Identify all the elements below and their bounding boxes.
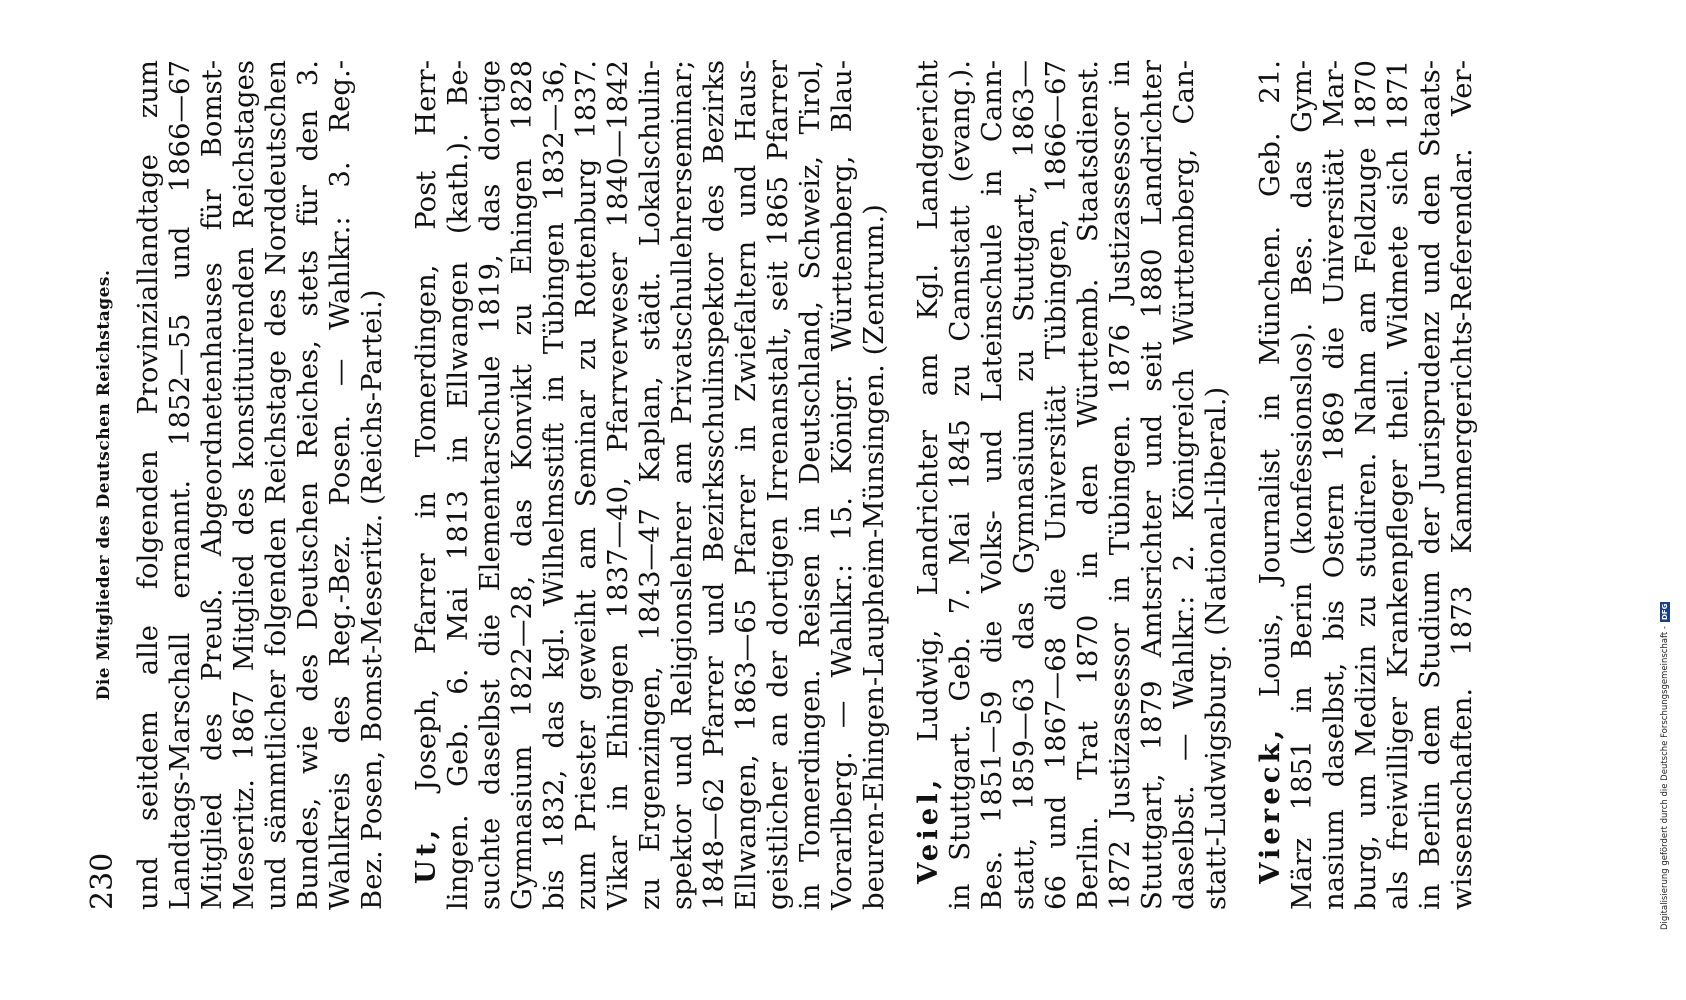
line-text: Meseritz. 1867 Mitglied des konstituirenden Reichstages bbox=[228, 60, 260, 910]
line-text: spektor und Religionslehrer am Privatschullehrerseminar; bbox=[666, 60, 698, 910]
running-title: Die Mitglieder des Deutschen Reichstages. bbox=[94, 269, 114, 701]
text-line bbox=[1200, 60, 1232, 910]
line-text: 1872 Justizassessor in Tübingen. 1876 Justizassessor in bbox=[1104, 60, 1136, 910]
line-text: Vikar in Ehingen 1837—40, Pfarrverweser 1840—1842 bbox=[602, 60, 634, 910]
line-text: statt, 1859—63 das Gymnasium zu Stuttgart, 1863— bbox=[1008, 60, 1040, 910]
line-text: und seitdem alle folgenden Provinziallandtage zum bbox=[132, 60, 164, 910]
text-line bbox=[1446, 60, 1478, 910]
line-text: zu Ergenzingen, 1843—47 Kaplan, städt. Lokalschulin- bbox=[634, 60, 666, 910]
line-text: suchte daselbst die Elementarschule 1819, das dortige bbox=[474, 60, 506, 910]
line-text: statt-Ludwigsburg. (National-liberal.) bbox=[1200, 386, 1232, 910]
text-line bbox=[1008, 60, 1040, 910]
line-text: Berlin. Trat 1870 in den Württemb. Staatsdienst. bbox=[1072, 60, 1104, 910]
line-text: Stuttgart, 1879 Amtsrichter und seit 1880 Landrichter bbox=[1136, 60, 1168, 910]
text-line bbox=[570, 60, 602, 910]
line-text: nasium daselbst, bis Ostern 1869 die Universität Mar- bbox=[1318, 60, 1350, 910]
line-text: Joseph, Pfarrer in Tomerdingen, Post Herr- bbox=[410, 60, 442, 791]
line-text: wissenschaften. 1873 Kammergerichts-Referendar. Ver- bbox=[1446, 60, 1478, 910]
text-line bbox=[1104, 60, 1136, 910]
biography-entry bbox=[1254, 60, 1478, 910]
line-text: 1848—62 Pfarrer und Bezirksschulinspektor des Bezirks bbox=[698, 60, 730, 910]
line-text: in Stuttgart. Geb. 7. Mai 1845 zu Cannstatt (evang.). bbox=[944, 60, 976, 910]
line-text: in Berlin dem Studium der Jurisprudenz und den Staats- bbox=[1414, 60, 1446, 910]
line-text: Bundes, wie des Deutschen Reiches, stets für den 3. bbox=[292, 60, 324, 910]
line-text: in Tomerdingen. Reisen in Deutschland, Schweiz, Tirol, bbox=[794, 60, 826, 910]
line-text: Louis, Journalist in München. Geb. 21. bbox=[1254, 60, 1286, 698]
line-text: als freiwilliger Krankenpfleger theil. Widmete sich 1871 bbox=[1382, 60, 1414, 910]
text-line bbox=[1072, 60, 1104, 910]
line-text: Wahlkreis des Reg.-Bez. Posen. — Wahlkr.: 3. Reg.- bbox=[324, 60, 356, 910]
text-line bbox=[1136, 60, 1168, 910]
line-text: Mitglied des Preuß. Abgeordnetenhauses für Bomst- bbox=[196, 60, 228, 910]
text-line bbox=[538, 60, 570, 910]
line-text: geistlicher an der dortigen Irrenanstalt, seit 1865 Pfarrer bbox=[762, 60, 794, 910]
dfg-logo: DFG bbox=[1661, 603, 1669, 621]
member-name: Veiel, bbox=[912, 775, 944, 884]
line-text: Landtags-Marschall ernannt. 1852—55 und 1866—67 bbox=[164, 60, 196, 910]
line-text: beuren-Ehingen-Laupheim-Münsingen. (Zentrum.) bbox=[858, 204, 890, 910]
text-line bbox=[1414, 60, 1446, 910]
text-line bbox=[976, 60, 1008, 910]
line-text: 66 und 1867—68 die Universität Tübingen, 1866—67 bbox=[1040, 60, 1072, 910]
page-number: 230 bbox=[85, 852, 120, 910]
text-line bbox=[324, 60, 356, 910]
digitization-note: Digitalisierung gefördert durch die Deutsche Forschungsgemeinschaft - bbox=[1660, 626, 1670, 930]
line-text: und sämmtlicher folgenden Reichstage des Norddeutschen bbox=[260, 60, 292, 910]
text-line bbox=[794, 60, 826, 910]
text-line bbox=[1286, 60, 1318, 910]
text-line bbox=[228, 60, 260, 910]
text-line bbox=[730, 60, 762, 910]
running-head bbox=[80, 60, 118, 910]
member-name: Viereck, bbox=[1254, 725, 1286, 884]
text-line bbox=[666, 60, 698, 910]
text-line bbox=[1382, 60, 1414, 910]
text-line bbox=[1254, 60, 1286, 910]
text-line bbox=[132, 60, 164, 910]
text-line bbox=[292, 60, 324, 910]
biography-entry bbox=[912, 60, 1232, 910]
text-line bbox=[474, 60, 506, 910]
text-line bbox=[858, 60, 890, 910]
line-text: Ellwangen, 1863—65 Pfarrer in Zwiefaltern und Haus- bbox=[730, 60, 762, 910]
text-line bbox=[912, 60, 944, 910]
text-line bbox=[260, 60, 292, 910]
line-text: März 1851 in Berin (konfessionslos). Bes. das Gym- bbox=[1286, 60, 1318, 910]
text-line bbox=[1168, 60, 1200, 910]
line-text: Bes. 1851—59 die Volks- und Lateinschule in Cann- bbox=[976, 60, 1008, 910]
text-line bbox=[634, 60, 666, 910]
text-line bbox=[164, 60, 196, 910]
text-line bbox=[1350, 60, 1382, 910]
body-text bbox=[132, 60, 1478, 910]
text-line bbox=[944, 60, 976, 910]
text-line bbox=[1318, 60, 1350, 910]
text-line bbox=[826, 60, 858, 910]
text-line bbox=[506, 60, 538, 910]
text-line bbox=[410, 60, 442, 910]
member-name: Ut, bbox=[410, 825, 442, 884]
line-text: Gymnasium 1822—28, das Konvikt zu Ehingen 1828 bbox=[506, 60, 538, 910]
biography-entry bbox=[132, 60, 388, 910]
digitization-credit bbox=[1660, 602, 1670, 930]
line-text: daselbst. — Wahlkr.: 2. Königreich Württemberg, Can- bbox=[1168, 60, 1200, 910]
biography-entry bbox=[410, 60, 890, 910]
text-line bbox=[356, 60, 388, 910]
text-line bbox=[442, 60, 474, 910]
text-line bbox=[196, 60, 228, 910]
rotated-book-page bbox=[80, 60, 1520, 910]
line-text: Vorarlberg. — Wahlkr.: 15. Königr. Württemberg, Blau- bbox=[826, 60, 858, 910]
line-text: burg, um Medizin zu studiren. Nahm am Feldzuge 1870 bbox=[1350, 60, 1382, 910]
text-line bbox=[762, 60, 794, 910]
text-line bbox=[602, 60, 634, 910]
line-text: bis 1832, das kgl. Wilhelmsstift in Tübingen 1832—36, bbox=[538, 60, 570, 910]
line-text: Bez. Posen, Bomst-Meseritz. (Reichs-Partei.) bbox=[356, 289, 388, 910]
line-text: Ludwig, Landrichter am Kgl. Landgericht bbox=[912, 60, 944, 742]
line-text: lingen. Geb. 6. Mai 1813 in Ellwangen (kath.). Be- bbox=[442, 60, 474, 910]
line-text: zum Priester geweiht am Seminar zu Rottenburg 1837. bbox=[570, 60, 602, 910]
text-line bbox=[698, 60, 730, 910]
text-line bbox=[1040, 60, 1072, 910]
